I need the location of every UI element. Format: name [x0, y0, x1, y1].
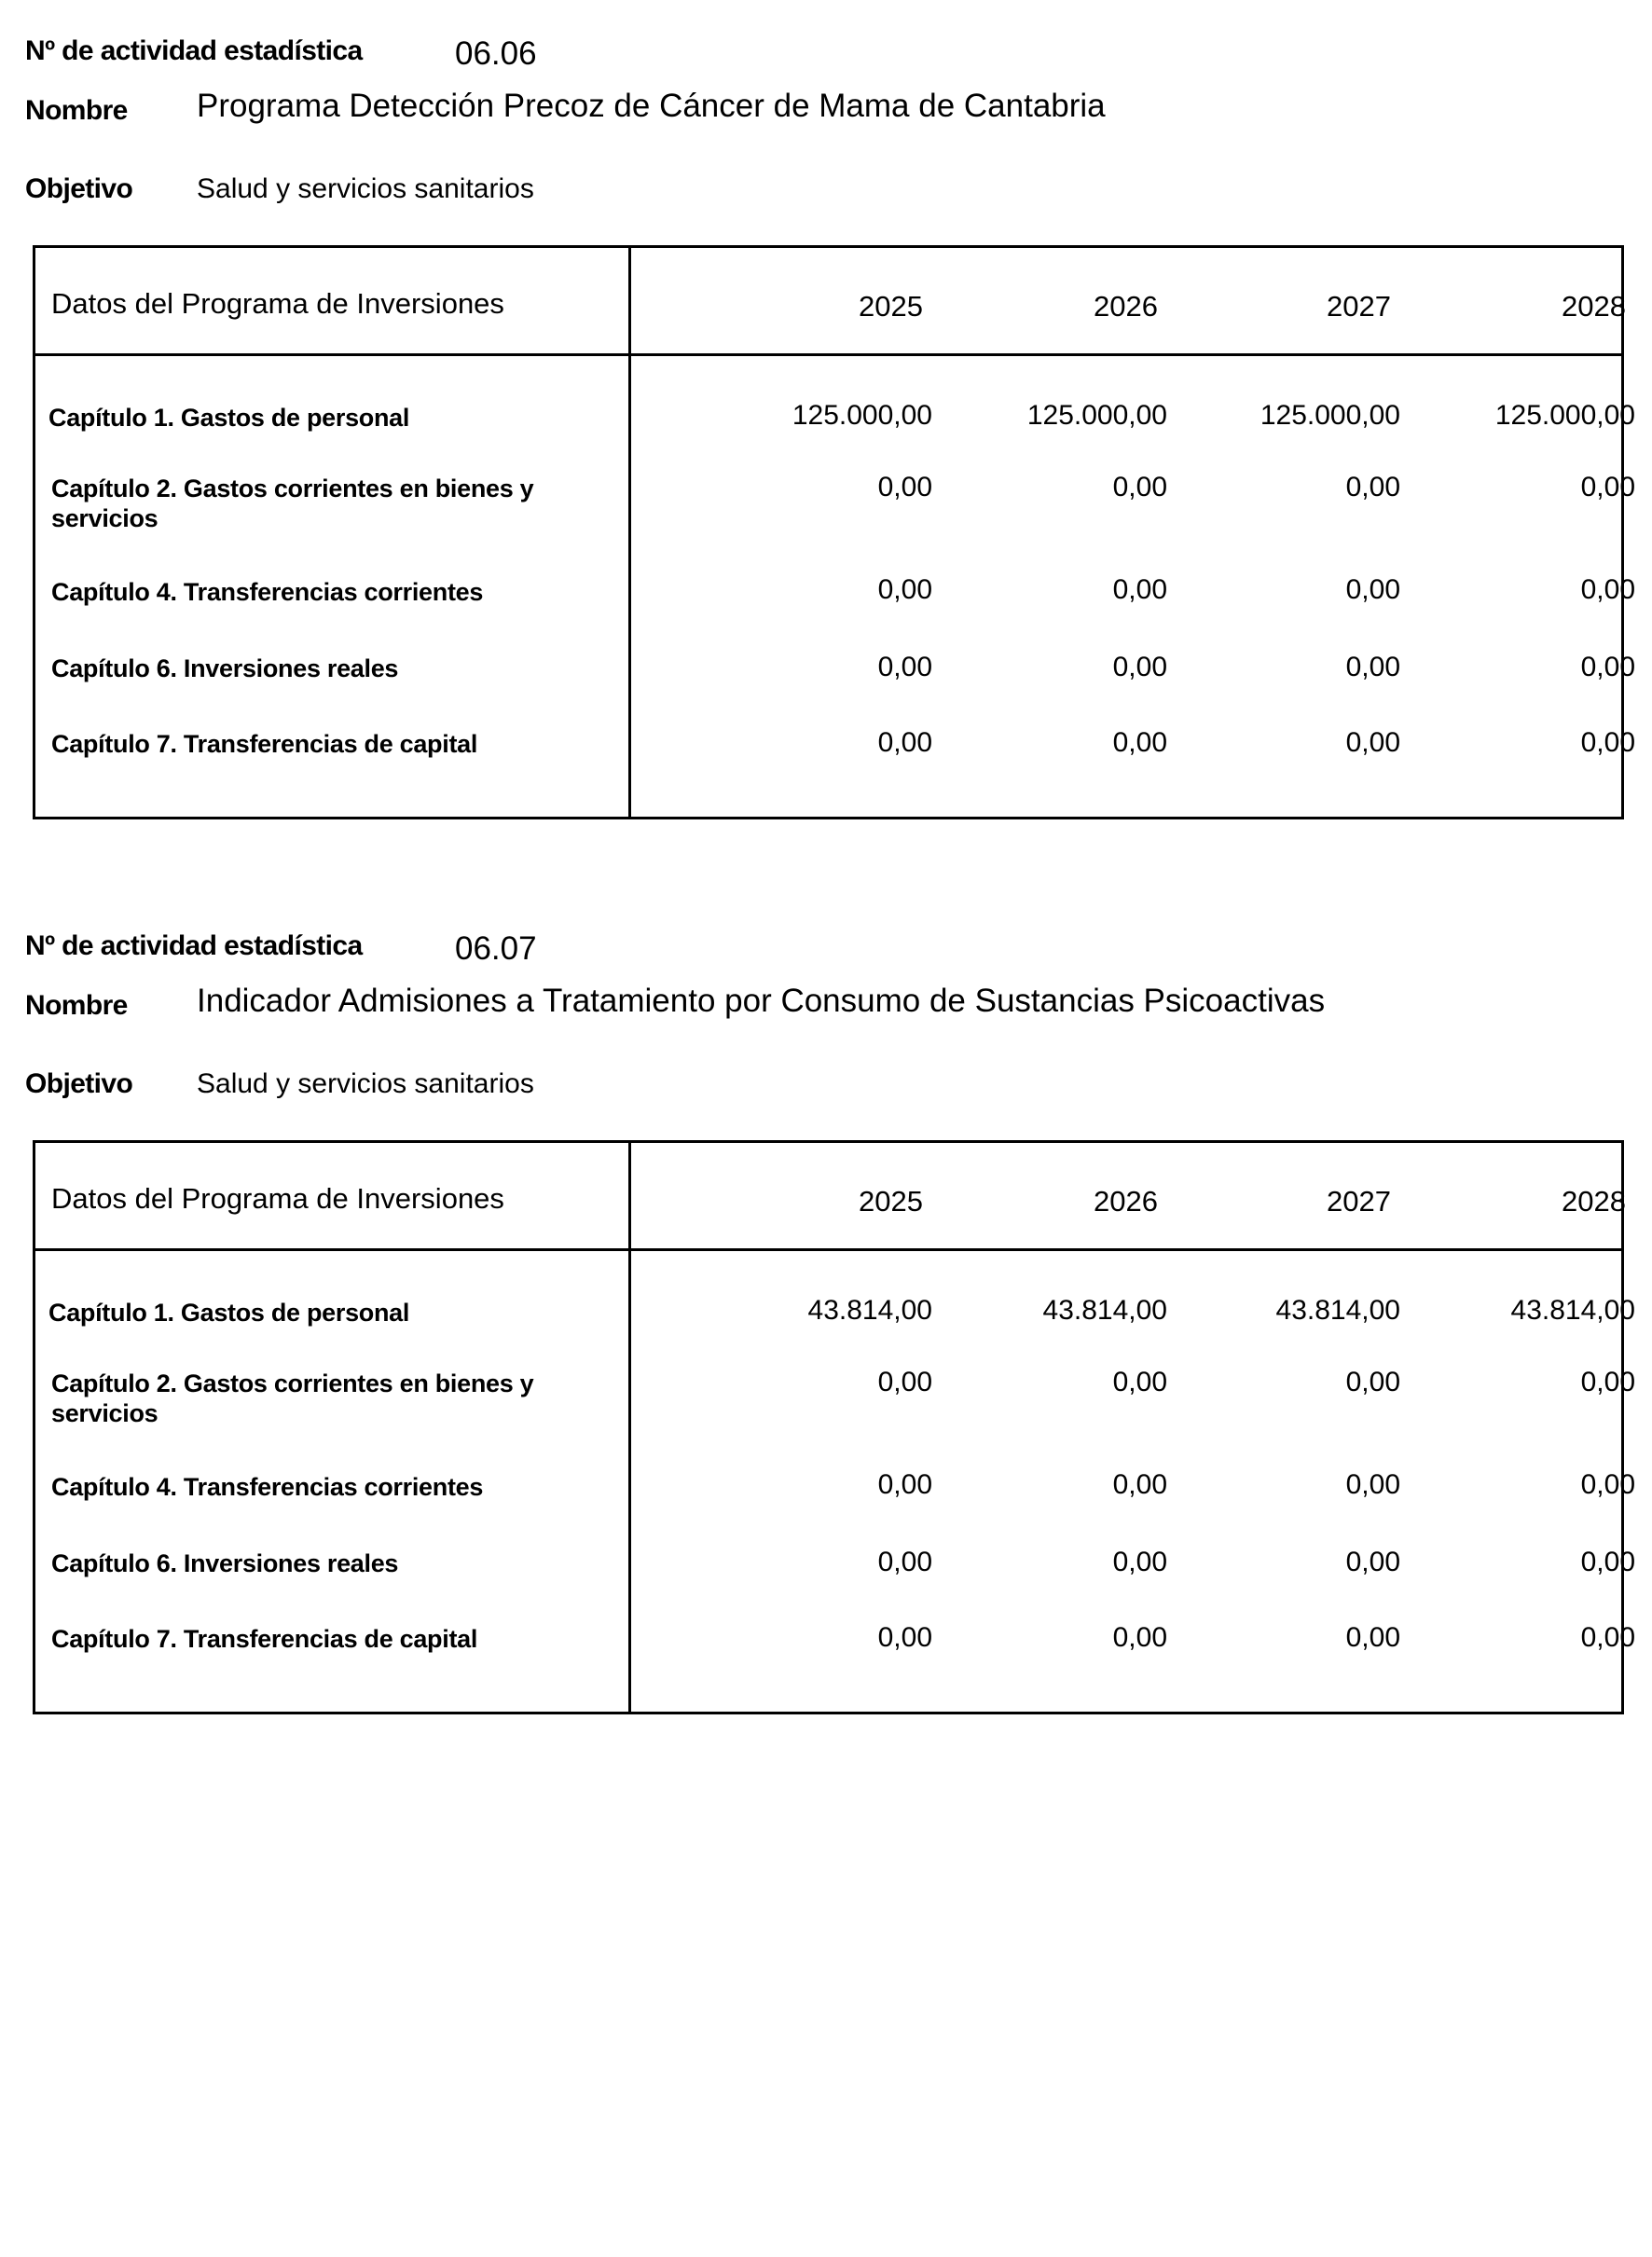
row-label: Capítulo 4. Transferencias corrientes — [51, 1473, 484, 1501]
table-divider — [35, 353, 1621, 356]
objective-label: Objetivo — [25, 173, 133, 204]
activity-name: Programa Detección Precoz de Cáncer de Mama de Cantabria — [197, 88, 1106, 124]
cell-value: 0,00 — [1345, 1367, 1400, 1397]
cell-value: 43.814,00 — [1042, 1295, 1167, 1326]
row-label: Capítulo 1. Gastos de personal — [48, 404, 410, 432]
cell-value: 0,00 — [1112, 1547, 1167, 1577]
row-label: Capítulo 1. Gastos de personal — [48, 1299, 410, 1327]
cell-value: 43.814,00 — [1510, 1295, 1635, 1326]
statistical-activity-section — [0, 0, 1652, 839]
row-label: Capítulo 7. Transferencias de capital — [51, 1625, 478, 1653]
cell-value: 0,00 — [1112, 574, 1167, 605]
cell-value: 125.000,00 — [1494, 400, 1635, 431]
cell-value: 125.000,00 — [1026, 400, 1167, 431]
cell-value: 0,00 — [1580, 1469, 1635, 1500]
cell-value: 0,00 — [877, 1367, 932, 1397]
year-header: 2026 — [1094, 290, 1158, 323]
cell-value: 0,00 — [1345, 1469, 1400, 1500]
investment-table — [33, 1140, 1635, 1714]
activity-objective: Salud y servicios sanitarios — [197, 1068, 534, 1099]
cell-value: 0,00 — [877, 472, 932, 502]
row-label: Capítulo 4. Transferencias corrientes — [51, 578, 484, 606]
cell-value: 0,00 — [1345, 727, 1400, 758]
activity-number-label: Nº de actividad estadística — [25, 930, 363, 961]
year-header: 2028 — [1562, 1185, 1626, 1218]
activity-number: 06.07 — [455, 930, 537, 967]
cell-value: 0,00 — [1580, 472, 1635, 502]
cell-value: 0,00 — [877, 1622, 932, 1653]
cell-value: 0,00 — [1112, 472, 1167, 502]
cell-value: 0,00 — [1580, 727, 1635, 758]
cell-value: 125.000,00 — [1260, 400, 1400, 431]
year-header: 2028 — [1562, 290, 1626, 323]
name-label: Nombre — [25, 990, 128, 1021]
cell-value: 0,00 — [1112, 1469, 1167, 1500]
row-label: Capítulo 6. Inversiones reales — [51, 1549, 399, 1577]
activity-name: Indicador Admisiones a Tratamiento por Consumo de Sustancias Psicoactivas — [197, 983, 1326, 1019]
statistical-activity-section — [0, 895, 1652, 1734]
year-header: 2027 — [1327, 290, 1391, 323]
cell-value: 43.814,00 — [807, 1295, 932, 1326]
cell-value: 43.814,00 — [1275, 1295, 1400, 1326]
cell-value: 0,00 — [1580, 1367, 1635, 1397]
investment-table — [33, 245, 1635, 819]
activity-objective: Salud y servicios sanitarios — [197, 173, 534, 204]
cell-value: 0,00 — [1345, 472, 1400, 502]
cell-value: 0,00 — [877, 727, 932, 758]
cell-value: 0,00 — [1345, 652, 1400, 682]
cell-value: 0,00 — [877, 652, 932, 682]
table-divider — [628, 248, 631, 817]
year-header: 2025 — [859, 290, 923, 323]
cell-value: 125.000,00 — [792, 400, 932, 431]
year-header: 2025 — [859, 1185, 923, 1218]
cell-value: 0,00 — [877, 1547, 932, 1577]
cell-value: 0,00 — [1345, 1622, 1400, 1653]
table-header: Datos del Programa de Inversiones — [51, 287, 504, 320]
year-header: 2027 — [1327, 1185, 1391, 1218]
cell-value: 0,00 — [1580, 1622, 1635, 1653]
activity-number-label: Nº de actividad estadística — [25, 35, 363, 66]
row-label: Capítulo 6. Inversiones reales — [51, 654, 399, 682]
cell-value: 0,00 — [1580, 652, 1635, 682]
row-label: Capítulo 2. Gastos corrientes en bienes y servicios — [51, 1369, 534, 1427]
cell-value: 0,00 — [1112, 1367, 1167, 1397]
objective-label: Objetivo — [25, 1068, 133, 1099]
cell-value: 0,00 — [1112, 1622, 1167, 1653]
name-label: Nombre — [25, 95, 128, 126]
cell-value: 0,00 — [1112, 652, 1167, 682]
cell-value: 0,00 — [1345, 1547, 1400, 1577]
cell-value: 0,00 — [1112, 727, 1167, 758]
row-label: Capítulo 2. Gastos corrientes en bienes y servicios — [51, 475, 534, 532]
year-header: 2026 — [1094, 1185, 1158, 1218]
table-divider — [628, 1143, 631, 1712]
cell-value: 0,00 — [877, 574, 932, 605]
cell-value: 0,00 — [877, 1469, 932, 1500]
table-header: Datos del Programa de Inversiones — [51, 1182, 504, 1215]
table-divider — [35, 1248, 1621, 1251]
row-label: Capítulo 7. Transferencias de capital — [51, 730, 478, 758]
cell-value: 0,00 — [1580, 1547, 1635, 1577]
cell-value: 0,00 — [1345, 574, 1400, 605]
cell-value: 0,00 — [1580, 574, 1635, 605]
activity-number: 06.06 — [455, 35, 537, 72]
